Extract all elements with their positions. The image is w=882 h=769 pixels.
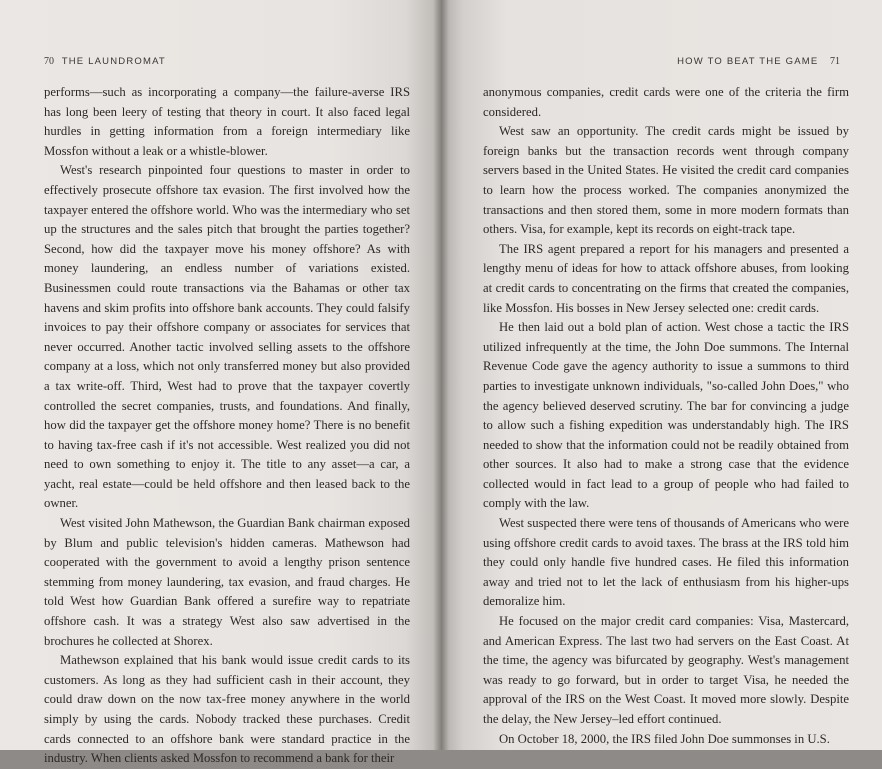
left-page-header <box>44 56 166 67</box>
right-paragraph-7: On October 18, 2000, the IRS filed John Doe summonses in U.S. <box>499 731 830 746</box>
right-paragraph-1: anonymous companies, credit cards were one of the criteria the firm considered. <box>483 85 849 119</box>
right-paragraph-6: He focused on the major credit card companies: Visa, Mastercard, and American Express. The last two had servers on the East Coast. At the time, the agency was bifurcated by geography. West's management was ready to go forward, but in order to target Visa, he needed the approval of the IRS on the West Coast. It moved more slowly. Despite the delay, the New Jersey–led effort continued. <box>483 614 849 726</box>
right-paragraph-2: West saw an opportunity. The credit cards might be issued by foreign banks but the transaction records went through company servers based in the United States. He visited the credit card companies to learn how the process worked. The companies anonymized the transactions and then stored them, some in more modern formats than others. Visa, for example, kept its records on eight-track tape. <box>483 124 849 237</box>
left-running-head: THE LAUNDROMAT <box>61 56 166 67</box>
right-paragraph-3: The IRS agent prepared a report for his managers and presented a lengthy menu of ideas for how to attack offshore abuses, from looking at credit cards to concentrating on the firms that created the companies, like Mossfon. His bosses in New Jersey selected one: credit cards. <box>483 241 849 315</box>
right-page-body <box>483 83 849 749</box>
right-running-head: HOW TO BEAT THE GAME <box>677 56 819 67</box>
right-page-number: 71 <box>830 56 840 67</box>
right-page <box>441 0 882 750</box>
left-paragraph-4: Mathewson explained that his bank would issue credit cards to its customers. As long as they had sufficient cash in their account, they could draw down on the now tax-free money anywhere in the world simply by using the cards. Nobody tracked these purchases. Credit cards connected to an offshore bank were standard practice in the industry. When clients asked Mossfon to recommend a bank for their <box>44 653 410 766</box>
right-page-header <box>677 56 840 67</box>
right-paragraph-5: West suspected there were tens of thousands of Americans who were using offshore credit cards to avoid taxes. The brass at the IRS told him they could only handle five hundred cases. He filed this information away and tried not to let the lack of enthusiasm from his higher-ups demoralize him. <box>483 516 849 609</box>
left-paragraph-3: West visited John Mathewson, the Guardian Bank chairman exposed by Blum and public television's hidden cameras. Mathewson had cooperated with the government to avoid a lengthy prison sentence stemming from money laundering, tax evasion, and fraud charges. He told West how Guardian Bank offered a surefire way to repatriate offshore cash. It was a strategy West also saw advertised in the brochures he collected at Shorex. <box>44 516 410 648</box>
left-page <box>0 0 441 766</box>
left-page-body <box>44 83 410 769</box>
right-paragraph-4: He then laid out a bold plan of action. West chose a tactic the IRS utilized infrequently at the time, the John Doe summons. The Internal Revenue Code gave the agency authority to issue a summons to third parties to investigate unknown individuals, "so-called John Does," who the agency believed deserved scrutiny. The bar for convincing a judge to allow such a fishing expedition was understandably high. The IRS needed to show that the information could not be readily obtained from other sources. It also had to make a strong case that the evidence collected would in fact lead to a group of people who had failed to comply with the law. <box>483 320 849 511</box>
left-paragraph-1: performs—such as incorporating a company—the failure-averse IRS has long been leery of testing that theory in court. It also faced legal hurdles in getting information from a foreign intermediary like Mossfon without a leak or a whistle-blower. <box>44 85 410 158</box>
book-gutter-shadow <box>433 0 449 750</box>
left-page-number: 70 <box>44 56 54 67</box>
left-paragraph-2: West's research pinpointed four questions to master in order to effectively prosecute offshore tax evasion. The first involved how the taxpayer entered the offshore world. Who was the intermediary who set up the structures and the sales pitch that brought the parties together? Second, how did the taxpayer move his money offshore? As with money laundering, an endless number of variations existed. Businessmen could route transactions via the Bahamas or other tax havens and skim profits into offshore bank accounts. They could falsify invoices to pay their offshore company or associates for services that never occurred. Another tactic involved selling assets to the offshore company at a loss, which not only transferred money but also provided a tax write-off. Third, West had to prove that the taxpayer covertly controlled the secret companies, trusts, and foundations. And finally, how did the taxpayer get the offshore money home? There is no benefit to having tax-free cash if it's not accessible. West realized you did not need to own something to enjoy it. The title to any asset—a car, a yacht, real estate—could be held offshore and then leased back to the owner. <box>44 163 410 511</box>
